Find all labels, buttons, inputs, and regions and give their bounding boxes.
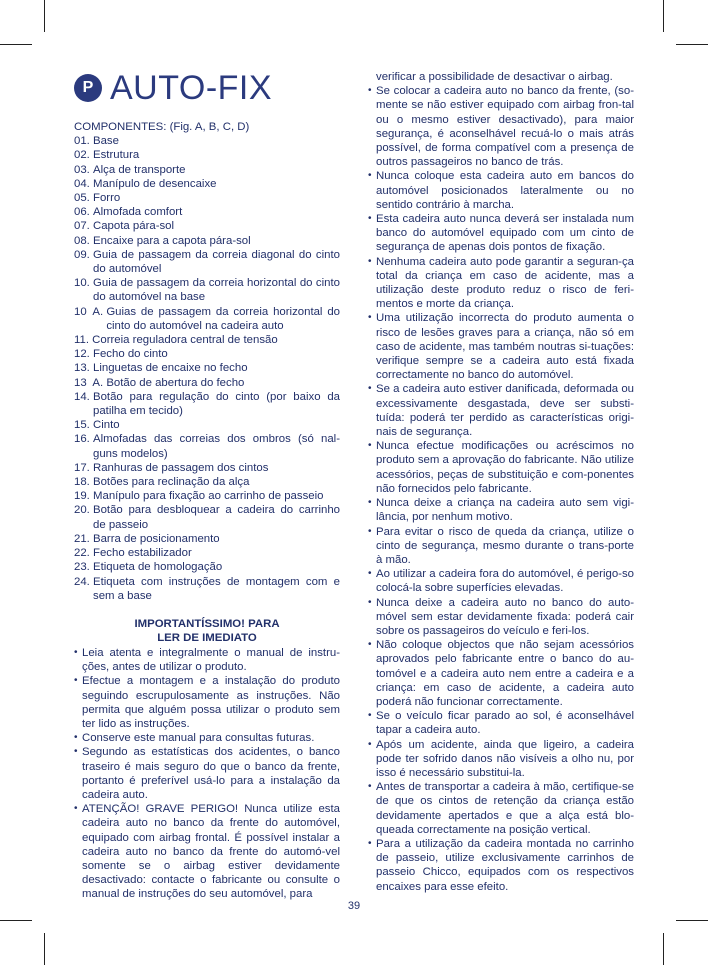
warning-item — [368, 567, 634, 595]
warning-item — [368, 169, 634, 212]
component-item — [74, 546, 340, 560]
bullet-icon: • — [368, 738, 372, 750]
component-number: 13. — [74, 362, 93, 375]
bullet-icon: • — [368, 568, 372, 580]
component-number: 22. — [74, 547, 93, 560]
bullet-icon: • — [368, 596, 372, 608]
component-number: 06. — [74, 206, 93, 219]
component-label: Estrutura — [93, 149, 140, 162]
warning-text: Para evitar o risco de queda da criança, utilize o cinto de segurança, mesmo durante o trans-porte à mão. — [376, 525, 634, 566]
component-number: 05. — [74, 192, 93, 205]
component-number: 19. — [74, 490, 93, 503]
warning-text: Ao utilizar a cadeira fora do automóvel, é perigo-so colocá-la sobre superfícies elevadas. — [376, 568, 634, 595]
component-number: 08. — [74, 234, 93, 247]
component-number: 04. — [74, 177, 93, 190]
warning-item — [368, 638, 634, 709]
important-heading — [74, 617, 340, 645]
components-list — [74, 134, 340, 603]
component-label: Manípulo de desencaixe — [93, 177, 217, 190]
component-label: Barra de posicionamento — [93, 532, 220, 545]
bullet-icon: • — [368, 383, 372, 395]
warning-text: Não coloque objectos que não sejam acessórios aprovados pelo fabricante entre o banco do au-tomóvel e a cadeira auto nem entre a cadeira e a criança: em caso de acidente, a cadeira auto poderá não funcionar correctamente. — [376, 639, 634, 708]
page-header — [74, 68, 272, 108]
component-item — [74, 503, 340, 531]
warning-item — [74, 731, 340, 745]
warnings-list-right — [368, 84, 634, 894]
component-item — [74, 305, 340, 333]
bullet-icon: • — [74, 675, 78, 687]
warning-item — [368, 382, 634, 439]
component-item — [74, 461, 340, 475]
component-item — [74, 347, 340, 361]
component-item — [74, 432, 340, 460]
component-number: 09. — [74, 248, 93, 261]
crop-mark — [44, 933, 45, 965]
component-number: 20. — [74, 504, 93, 517]
bullet-icon: • — [368, 213, 372, 225]
bullet-icon: • — [74, 746, 78, 758]
warning-text: Uma utilização incorrecta do produto aumenta o risco de lesões graves para a criança, não só em caso de acidente, mas também noutras si-tuações: verifique sempre se a cadeira auto está fixada correctamente no banco do automóvel. — [376, 312, 634, 382]
component-item — [74, 560, 340, 574]
bullet-icon: • — [368, 497, 372, 509]
page-title: AUTO-FIX — [110, 69, 273, 107]
warning-item — [368, 439, 634, 496]
component-item — [74, 489, 340, 503]
continued-text: verificar a possibilidade de desactivar o airbag. — [376, 71, 613, 83]
warning-item — [368, 596, 634, 639]
warning-item — [368, 255, 634, 312]
component-number: 21. — [74, 532, 93, 545]
warnings-list-left — [74, 646, 340, 902]
warning-text: Segundo as estatísticas dos acidentes, o banco traseiro é mais seguro do que o banco da frente, portanto é preferível usá-lo para a instalação da cadeira auto. — [82, 746, 340, 801]
component-label: Etiqueta de homologação — [93, 561, 223, 574]
component-label: Fecho do cinto — [93, 348, 168, 361]
component-item — [74, 418, 340, 432]
left-column — [74, 120, 340, 902]
warning-text: Conserve este manual para consultas futuras. — [82, 732, 315, 745]
warning-item — [74, 646, 340, 674]
warning-text: Para a utilização da cadeira montada no carrinho de passeio, utilize exclusivamente carrinhos de passeio Chicco, equipados com os respectivos encaixes para esse efeito. — [376, 837, 634, 893]
warning-text: Nunca deixe a criança na cadeira auto sem vigi-lância, por nenhum motivo. — [376, 497, 634, 524]
component-number: 16. — [74, 433, 93, 446]
bullet-icon: • — [368, 837, 372, 849]
page-number: 39 — [347, 900, 361, 912]
warning-item — [368, 780, 634, 837]
component-number: 15. — [74, 419, 93, 432]
component-item — [74, 134, 340, 148]
warning-item — [368, 525, 634, 568]
right-column — [368, 70, 634, 894]
warning-text: Nunca deixe a cadeira auto no banco do auto-móvel sem estar devidamente fixada: poderá cair sobre os passageiros do veículo e feri-los. — [376, 596, 634, 637]
component-label: Cinto — [93, 419, 120, 432]
bullet-icon: • — [368, 255, 372, 267]
component-number: 18. — [74, 476, 93, 489]
component-item — [74, 148, 340, 162]
component-label: Guia de passagem da correia horizontal do cinto do automóvel na base — [93, 277, 340, 304]
component-item — [74, 532, 340, 546]
warning-text: Se colocar a cadeira auto no banco da frente, (so-mente se não estiver equipado com airbag fron-tal ou o mesmo estiver desactivado), para maior segurança, é aconselhável recuá-lo o mais atrás possível, de forma compatível com a presença de outros passageiros no banco de trás. — [376, 85, 634, 169]
warning-text: Efectue a montagem e a instalação do produto seguindo escrupulosamente as instruções. Não permita que alguém possa utilizar o produto sem ter lido as instruções. — [82, 675, 340, 730]
component-label: Encaixe para a capota pára-sol — [93, 234, 251, 247]
warning-text: Esta cadeira auto nunca deverá ser instalada num banco do automóvel equipado com um cinto de segurança de apenas dois pontos de fixação. — [376, 213, 634, 254]
warning-item — [74, 674, 340, 731]
crop-mark — [0, 44, 32, 45]
component-item — [74, 191, 340, 205]
component-number: 12. — [74, 348, 93, 361]
warning-text: Leia atenta e integralmente o manual de instru-ções, antes de utilizar o produto. — [82, 646, 340, 674]
important-heading-line: LER DE IMEDIATO — [157, 631, 257, 644]
component-number: 23. — [74, 561, 93, 574]
crop-mark — [676, 44, 708, 45]
bullet-icon: • — [368, 170, 372, 182]
component-label: Ranhuras de passagem dos cintos — [93, 461, 269, 474]
component-item — [74, 177, 340, 191]
component-label: Guia de passagem da correia diagonal do cinto do automóvel — [93, 248, 340, 276]
warning-text: Nunca efectue modificações ou acréscimos no produto sem a aprovação do fabricante. Não utilize acessórios, peças de substituição e com-ponentes não fornecidos pelo fabricante. — [376, 440, 634, 495]
component-number: 14. — [74, 390, 93, 403]
component-label: Almofada comfort — [93, 206, 183, 219]
bullet-icon: • — [368, 85, 372, 97]
warning-text: Antes de transportar a cadeira à mão, certifique-se de que os cintos de retenção da criança estão devidamente apertados e que a alça está blo-queada correctamente na posição vertical. — [376, 781, 634, 836]
component-item — [74, 376, 340, 390]
component-number: 10 A. — [74, 305, 107, 318]
component-number: 10. — [74, 277, 93, 290]
component-number: 03. — [74, 163, 93, 176]
component-label: Etiqueta com instruções de montagem com e sem a base — [93, 575, 340, 602]
component-label: Manípulo para fixação ao carrinho de passeio — [93, 490, 324, 503]
bullet-icon: • — [368, 639, 372, 651]
component-item — [74, 475, 340, 489]
component-label: Almofadas das correias dos ombros (só nal-guns modelos) — [93, 433, 340, 460]
warning-item — [368, 709, 634, 737]
component-label: Alça de transporte — [93, 163, 186, 176]
warning-text: Se a cadeira auto estiver danificada, deformada ou excessivamente desgastada, deve ser substi-tuída: poderá ter perdido as características origi-nais de segurança. — [376, 383, 634, 439]
bullet-icon: • — [74, 646, 78, 658]
crop-mark — [663, 933, 664, 965]
bullet-icon: • — [368, 312, 372, 324]
warning-text: Se o veículo ficar parado ao sol, é aconselhável tapar a cadeira auto. — [376, 710, 634, 737]
warning-text: Nunca coloque esta cadeira auto em bancos do automóvel posicionados lateralmente ou no sentido contrário à marcha. — [376, 170, 634, 211]
component-label: Fecho estabilizador — [93, 547, 192, 560]
warning-text: ATENÇÃO! GRAVE PERIGO! Nunca utilize esta cadeira auto no banco da frente do automóvel, equipado com airbag frontal. É possível instalar a cadeira auto no banco da frente do automó-vel somente se o airbag estiver devidamente desactivado: contacte o fabricante ou consulte o manual de instruções do seu automóvel, para — [82, 803, 340, 901]
components-title: COMPONENTES: (Fig. A, B, C, D) — [74, 121, 250, 133]
component-number: 17. — [74, 461, 93, 474]
component-label: Botões para reclinação da alça — [93, 476, 250, 489]
warning-item — [368, 212, 634, 255]
bullet-icon: • — [368, 440, 372, 452]
component-label: Base — [93, 135, 119, 148]
component-item — [74, 234, 340, 248]
component-label: Guias de passagem da correia horizontal do cinto do automóvel na cadeira auto — [106, 305, 340, 332]
bullet-icon: • — [74, 732, 78, 744]
component-label: Capota pára-sol — [93, 220, 175, 233]
component-label: Forro — [93, 192, 121, 205]
warning-item — [368, 311, 634, 382]
warning-text: Nenhuma cadeira auto pode garantir a seguran-ça total da criança em caso de acidente, mas a utilização deste produto reduz o risco de feri-mentos e morte da criança. — [376, 255, 634, 311]
bullet-icon: • — [74, 803, 78, 815]
crop-mark — [44, 0, 45, 32]
important-heading-line: IMPORTANTÍSSIMO! PARA — [134, 617, 280, 630]
component-label: Linguetas de encaixe no fecho — [93, 362, 248, 375]
component-item — [74, 276, 340, 304]
bullet-icon: • — [368, 781, 372, 793]
component-number: 02. — [74, 149, 93, 162]
component-item — [74, 575, 340, 603]
warning-item — [74, 745, 340, 802]
language-badge: P — [74, 74, 102, 102]
component-item — [74, 205, 340, 219]
bullet-icon: • — [368, 710, 372, 722]
component-number: 07. — [74, 220, 93, 233]
component-item — [74, 248, 340, 276]
bullet-icon: • — [368, 525, 372, 537]
crop-mark — [0, 920, 32, 921]
component-number: 11. — [74, 334, 93, 347]
component-label: Botão para desbloquear a cadeira do carrinho de passeio — [93, 504, 340, 531]
warning-item — [74, 802, 340, 901]
component-item — [74, 219, 340, 233]
warning-item — [368, 496, 634, 524]
warning-item — [368, 738, 634, 781]
warning-text: Após um acidente, ainda que ligeiro, a cadeira pode ter sofrido danos não visíveis a olho nu, por isso é necessário substitui-la. — [376, 738, 634, 779]
warning-item — [368, 837, 634, 894]
crop-mark — [676, 920, 708, 921]
component-label: Botão para regulação do cinto (por baixo da patilha em tecido) — [93, 390, 340, 418]
crop-mark — [663, 0, 664, 32]
component-label: Botão de abertura do fecho — [106, 376, 245, 389]
component-item — [74, 333, 340, 347]
component-item — [74, 361, 340, 375]
component-item — [74, 390, 340, 418]
component-label: Correia reguladora central de tensão — [92, 334, 278, 347]
component-number: 24. — [74, 575, 93, 588]
warning-item — [368, 84, 634, 169]
component-item — [74, 163, 340, 177]
component-number: 13 A. — [74, 376, 107, 389]
component-number: 01. — [74, 135, 93, 148]
